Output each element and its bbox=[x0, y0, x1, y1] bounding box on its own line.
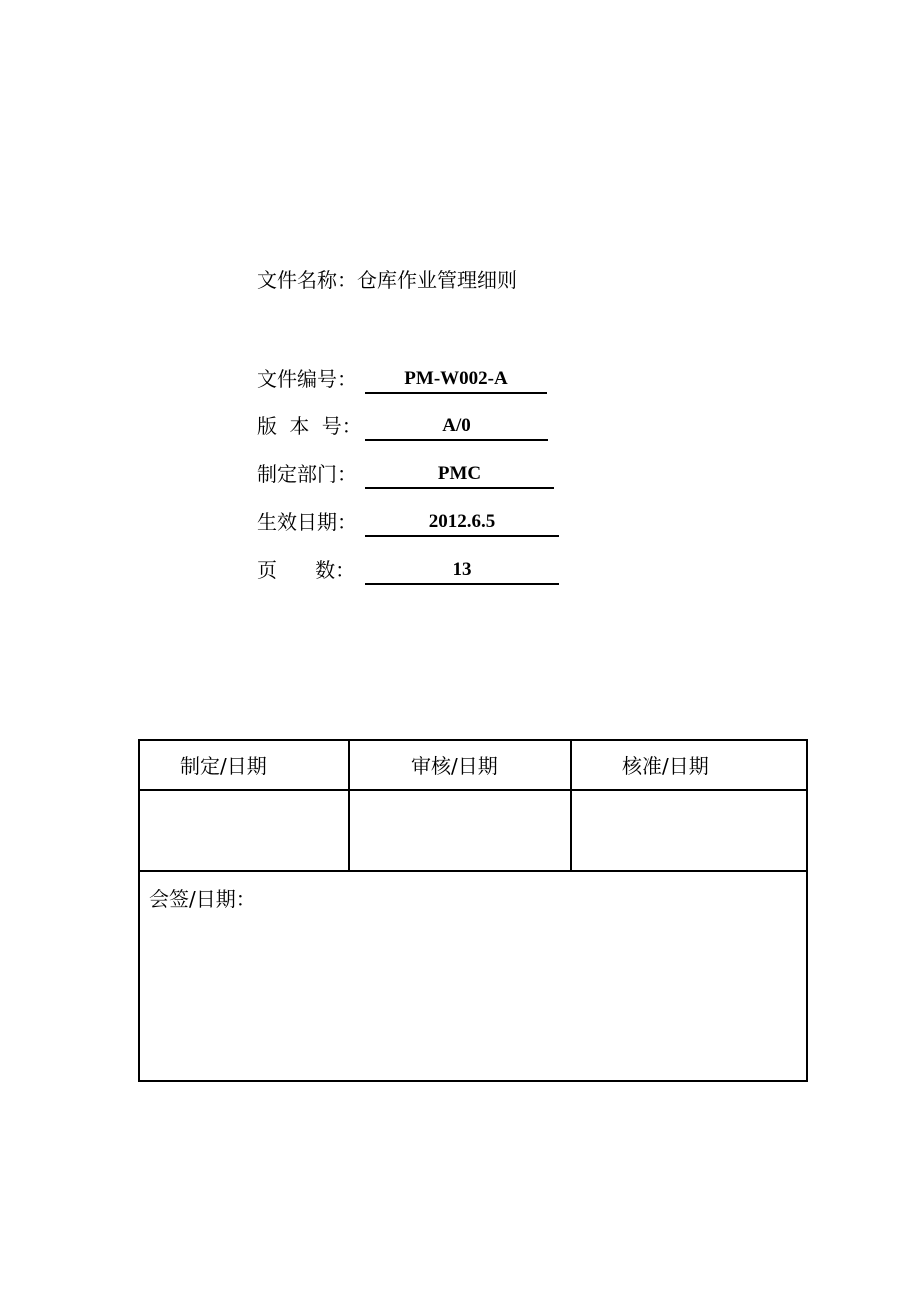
field-value: A/0 bbox=[365, 411, 548, 441]
header-prepared-date: 制定/日期 bbox=[180, 754, 267, 778]
field-value: PMC bbox=[365, 459, 554, 489]
document-title bbox=[257, 266, 517, 294]
field-value: 2012.6.5 bbox=[365, 507, 559, 537]
title-value: 仓库作业管理细则 bbox=[357, 268, 517, 292]
table-divider bbox=[140, 789, 806, 791]
field-value: 13 bbox=[365, 555, 559, 585]
signature-table bbox=[138, 739, 808, 1082]
title-label: 文件名称： bbox=[257, 268, 357, 292]
table-divider bbox=[140, 870, 806, 872]
table-divider bbox=[348, 741, 350, 872]
field-label: 生效日期： bbox=[257, 510, 357, 534]
table-divider bbox=[570, 741, 572, 872]
field-value: PM-W002-A bbox=[365, 364, 547, 394]
field-label: 版 本 号： bbox=[257, 414, 362, 438]
countersign-label: 会签/日期： bbox=[149, 887, 256, 911]
header-approved-date: 核准/日期 bbox=[622, 754, 709, 778]
field-label: 制定部门： bbox=[257, 462, 357, 486]
field-label: 页 数： bbox=[257, 558, 356, 582]
field-label: 文件编号： bbox=[257, 367, 357, 391]
header-reviewed-date: 审核/日期 bbox=[411, 754, 498, 778]
